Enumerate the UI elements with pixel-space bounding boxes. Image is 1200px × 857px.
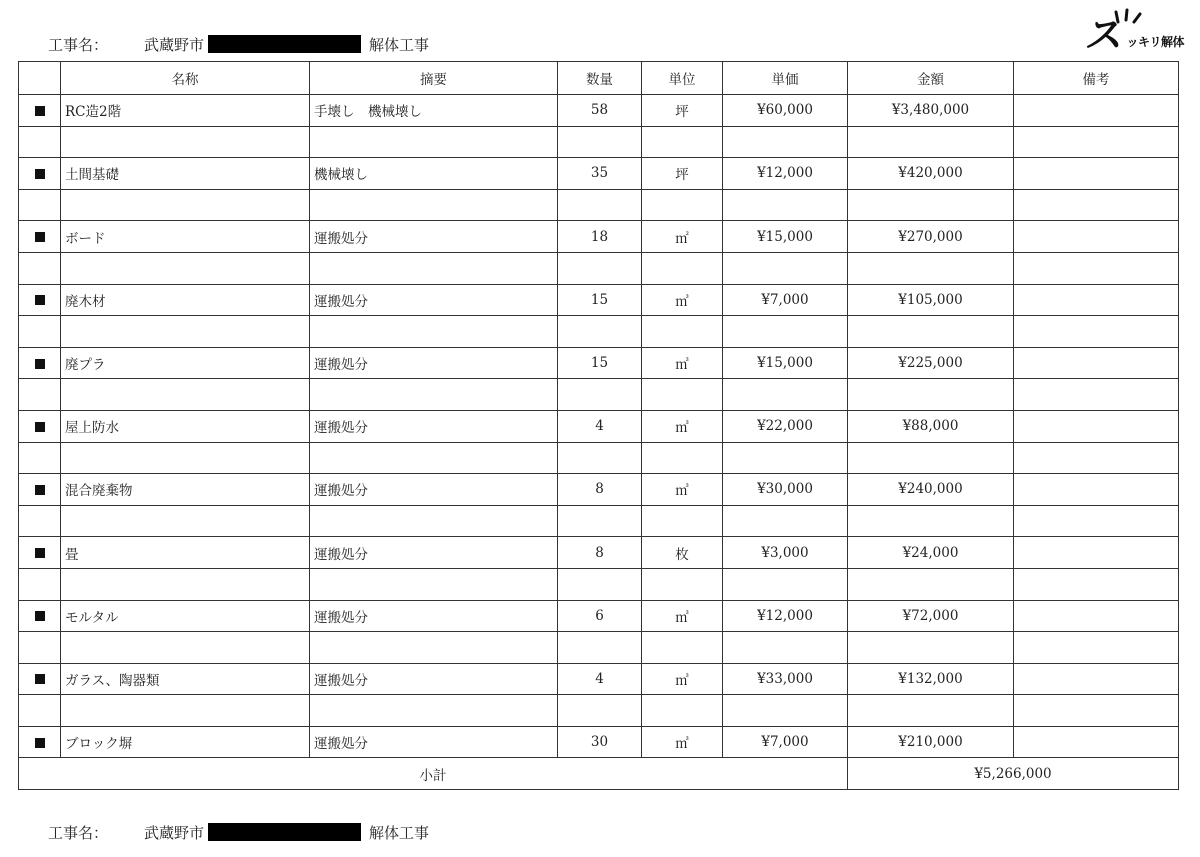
empty-cell <box>19 568 61 600</box>
empty-cell <box>642 252 723 284</box>
cell-price: ¥22,000 <box>723 410 848 442</box>
empty-cell <box>848 632 1014 664</box>
cell-name: ボード <box>61 221 310 253</box>
empty-cell <box>848 695 1014 727</box>
cell-qty: 8 <box>558 537 642 569</box>
header-qty: 数量 <box>558 62 642 95</box>
empty-cell <box>1014 695 1179 727</box>
empty-cell <box>848 379 1014 411</box>
cell-note <box>1014 221 1179 253</box>
cell-amount: ¥240,000 <box>848 474 1014 506</box>
empty-cell <box>642 632 723 664</box>
row-marker <box>19 600 61 632</box>
cell-name: 畳 <box>61 537 310 569</box>
empty-cell <box>558 695 642 727</box>
cell-qty: 18 <box>558 221 642 253</box>
empty-cell <box>61 695 310 727</box>
cell-note <box>1014 537 1179 569</box>
empty-cell <box>310 632 558 664</box>
spacer-row <box>19 189 1179 221</box>
empty-cell <box>642 505 723 537</box>
empty-cell <box>310 189 558 221</box>
cell-amount: ¥105,000 <box>848 284 1014 316</box>
empty-cell <box>848 316 1014 348</box>
subtotal-amount: ¥5,266,000 <box>848 758 1179 790</box>
row-marker <box>19 284 61 316</box>
cell-name: 廃プラ <box>61 347 310 379</box>
row-marker <box>19 95 61 127</box>
table-row <box>19 158 1179 190</box>
empty-cell <box>61 632 310 664</box>
project-city: 武蔵野市 <box>144 35 205 54</box>
empty-cell <box>558 568 642 600</box>
header-desc: 摘要 <box>310 62 558 95</box>
empty-cell <box>558 316 642 348</box>
header-amount: 金額 <box>848 62 1014 95</box>
empty-cell <box>848 189 1014 221</box>
empty-cell <box>310 442 558 474</box>
cell-unit: ㎥ <box>642 663 723 695</box>
empty-cell <box>1014 126 1179 158</box>
empty-cell <box>642 126 723 158</box>
header-unit: 単位 <box>642 62 723 95</box>
empty-cell <box>1014 379 1179 411</box>
cell-amount: ¥210,000 <box>848 726 1014 758</box>
table-row <box>19 347 1179 379</box>
cell-unit: ㎡ <box>642 221 723 253</box>
square-bullet-icon <box>35 674 45 684</box>
cell-unit: ㎥ <box>642 474 723 506</box>
empty-cell <box>310 316 558 348</box>
table-row <box>19 284 1179 316</box>
empty-cell <box>723 442 848 474</box>
spacer-row <box>19 126 1179 158</box>
row-marker <box>19 663 61 695</box>
square-bullet-icon <box>35 359 45 369</box>
empty-cell <box>19 505 61 537</box>
cell-name: モルタル <box>61 600 310 632</box>
cell-name: ブロック塀 <box>61 726 310 758</box>
project-name-label: 工事名： <box>48 823 109 842</box>
empty-cell <box>61 379 310 411</box>
logo-mark: ス <box>1083 13 1128 57</box>
empty-cell <box>61 316 310 348</box>
cell-unit: ㎥ <box>642 284 723 316</box>
project-type: 解体工事 <box>369 823 430 842</box>
table-row <box>19 95 1179 127</box>
table-row <box>19 221 1179 253</box>
square-bullet-icon <box>35 232 45 242</box>
cell-name: RC造2階 <box>61 95 310 127</box>
cell-qty: 35 <box>558 158 642 190</box>
empty-cell <box>19 379 61 411</box>
header-price: 単価 <box>723 62 848 95</box>
empty-cell <box>642 189 723 221</box>
cell-unit: 坪 <box>642 158 723 190</box>
cell-qty: 6 <box>558 600 642 632</box>
empty-cell <box>19 252 61 284</box>
square-bullet-icon <box>35 611 45 621</box>
empty-cell <box>642 316 723 348</box>
empty-cell <box>642 379 723 411</box>
cell-desc: 運搬処分 <box>310 347 558 379</box>
empty-cell <box>19 695 61 727</box>
row-marker <box>19 726 61 758</box>
spacer-row <box>19 695 1179 727</box>
cell-name: ガラス、陶器類 <box>61 663 310 695</box>
row-marker <box>19 347 61 379</box>
redaction-bar <box>208 35 361 53</box>
cell-name: 廃木材 <box>61 284 310 316</box>
empty-cell <box>310 568 558 600</box>
square-bullet-icon <box>35 738 45 748</box>
empty-cell <box>723 695 848 727</box>
empty-cell <box>19 632 61 664</box>
cell-unit: 枚 <box>642 537 723 569</box>
cell-note <box>1014 284 1179 316</box>
empty-cell <box>723 379 848 411</box>
cell-name: 土間基礎 <box>61 158 310 190</box>
square-bullet-icon <box>35 422 45 432</box>
cell-desc: 運搬処分 <box>310 410 558 442</box>
cell-amount: ¥132,000 <box>848 663 1014 695</box>
empty-cell <box>848 505 1014 537</box>
empty-cell <box>723 316 848 348</box>
empty-cell <box>61 126 310 158</box>
square-bullet-icon <box>35 169 45 179</box>
empty-cell <box>310 379 558 411</box>
empty-cell <box>558 126 642 158</box>
cell-price: ¥15,000 <box>723 221 848 253</box>
cell-qty: 30 <box>558 726 642 758</box>
empty-cell <box>642 695 723 727</box>
row-marker <box>19 158 61 190</box>
cell-price: ¥15,000 <box>723 347 848 379</box>
cell-note <box>1014 410 1179 442</box>
empty-cell <box>61 442 310 474</box>
cell-note <box>1014 663 1179 695</box>
cell-desc: 手壊し 機械壊し <box>310 95 558 127</box>
empty-cell <box>642 568 723 600</box>
empty-cell <box>19 126 61 158</box>
spacer-row <box>19 505 1179 537</box>
cell-price: ¥60,000 <box>723 95 848 127</box>
table-row <box>19 663 1179 695</box>
empty-cell <box>558 632 642 664</box>
table-row <box>19 726 1179 758</box>
project-type: 解体工事 <box>369 35 430 54</box>
subtotal-row <box>19 758 1179 790</box>
empty-cell <box>558 505 642 537</box>
square-bullet-icon <box>35 106 45 116</box>
spacer-row <box>19 442 1179 474</box>
cell-desc: 機械壊し <box>310 158 558 190</box>
empty-cell <box>723 568 848 600</box>
cell-amount: ¥24,000 <box>848 537 1014 569</box>
cell-note <box>1014 347 1179 379</box>
header-note: 備考 <box>1014 62 1179 95</box>
spacer-row <box>19 316 1179 348</box>
cell-note <box>1014 158 1179 190</box>
spacer-row <box>19 379 1179 411</box>
row-marker <box>19 474 61 506</box>
cell-name: 混合廃棄物 <box>61 474 310 506</box>
empty-cell <box>1014 568 1179 600</box>
cell-qty: 4 <box>558 410 642 442</box>
spacer-row <box>19 632 1179 664</box>
table-body <box>19 95 1179 758</box>
empty-cell <box>848 568 1014 600</box>
redaction-bar <box>208 823 361 841</box>
empty-cell <box>19 189 61 221</box>
cell-desc: 運搬処分 <box>310 600 558 632</box>
empty-cell <box>723 189 848 221</box>
project-name-label: 工事名： <box>48 35 109 54</box>
empty-cell <box>1014 189 1179 221</box>
cell-unit: 坪 <box>642 95 723 127</box>
empty-cell <box>1014 505 1179 537</box>
cell-desc: 運搬処分 <box>310 284 558 316</box>
empty-cell <box>723 632 848 664</box>
empty-cell <box>723 126 848 158</box>
empty-cell <box>61 505 310 537</box>
empty-cell <box>848 126 1014 158</box>
cell-unit: ㎥ <box>642 347 723 379</box>
empty-cell <box>61 189 310 221</box>
cell-price: ¥33,000 <box>723 663 848 695</box>
cell-desc: 運搬処分 <box>310 474 558 506</box>
cell-amount: ¥3,480,000 <box>848 95 1014 127</box>
empty-cell <box>558 379 642 411</box>
empty-cell <box>19 316 61 348</box>
row-marker <box>19 410 61 442</box>
project-title-header <box>48 30 429 58</box>
empty-cell <box>61 252 310 284</box>
cell-price: ¥3,000 <box>723 537 848 569</box>
empty-cell <box>848 442 1014 474</box>
cell-desc: 運搬処分 <box>310 726 558 758</box>
cell-qty: 58 <box>558 95 642 127</box>
empty-cell <box>1014 632 1179 664</box>
spacer-row <box>19 568 1179 600</box>
empty-cell <box>19 442 61 474</box>
cell-amount: ¥88,000 <box>848 410 1014 442</box>
empty-cell <box>1014 316 1179 348</box>
table-row <box>19 474 1179 506</box>
table-row <box>19 600 1179 632</box>
cell-desc: 運搬処分 <box>310 663 558 695</box>
subtotal-label: 小計 <box>19 758 848 790</box>
cell-unit: ㎥ <box>642 600 723 632</box>
logo-text: ッキリ解体 <box>1126 35 1184 49</box>
spacer-row <box>19 252 1179 284</box>
empty-cell <box>310 252 558 284</box>
empty-cell <box>723 252 848 284</box>
row-marker <box>19 537 61 569</box>
empty-cell <box>642 442 723 474</box>
cell-price: ¥7,000 <box>723 726 848 758</box>
cell-unit: ㎥ <box>642 410 723 442</box>
cell-price: ¥12,000 <box>723 600 848 632</box>
table-row <box>19 537 1179 569</box>
cell-amount: ¥225,000 <box>848 347 1014 379</box>
cell-price: ¥12,000 <box>723 158 848 190</box>
cell-amount: ¥72,000 <box>848 600 1014 632</box>
estimate-table <box>18 61 1179 790</box>
cell-name: 屋上防水 <box>61 410 310 442</box>
empty-cell <box>310 695 558 727</box>
cell-unit: ㎥ <box>642 726 723 758</box>
project-title-footer <box>48 818 429 846</box>
cell-note <box>1014 600 1179 632</box>
empty-cell <box>558 442 642 474</box>
empty-cell <box>558 189 642 221</box>
empty-cell <box>1014 442 1179 474</box>
cell-qty: 15 <box>558 284 642 316</box>
cell-desc: 運搬処分 <box>310 537 558 569</box>
company-logo <box>1083 10 1184 57</box>
project-city: 武蔵野市 <box>144 823 205 842</box>
empty-cell <box>558 252 642 284</box>
cell-note <box>1014 726 1179 758</box>
square-bullet-icon <box>35 295 45 305</box>
header-name: 名称 <box>61 62 310 95</box>
cell-qty: 15 <box>558 347 642 379</box>
empty-cell <box>848 252 1014 284</box>
empty-cell <box>61 568 310 600</box>
header-mark <box>19 62 61 95</box>
row-marker <box>19 221 61 253</box>
cell-price: ¥7,000 <box>723 284 848 316</box>
empty-cell <box>310 126 558 158</box>
cell-qty: 8 <box>558 474 642 506</box>
cell-note <box>1014 95 1179 127</box>
cell-price: ¥30,000 <box>723 474 848 506</box>
cell-note <box>1014 474 1179 506</box>
empty-cell <box>310 505 558 537</box>
cell-desc: 運搬処分 <box>310 221 558 253</box>
cell-amount: ¥270,000 <box>848 221 1014 253</box>
cell-amount: ¥420,000 <box>848 158 1014 190</box>
square-bullet-icon <box>35 485 45 495</box>
empty-cell <box>723 505 848 537</box>
cell-qty: 4 <box>558 663 642 695</box>
table-row <box>19 410 1179 442</box>
square-bullet-icon <box>35 548 45 558</box>
table-header-row <box>19 62 1179 95</box>
empty-cell <box>1014 252 1179 284</box>
